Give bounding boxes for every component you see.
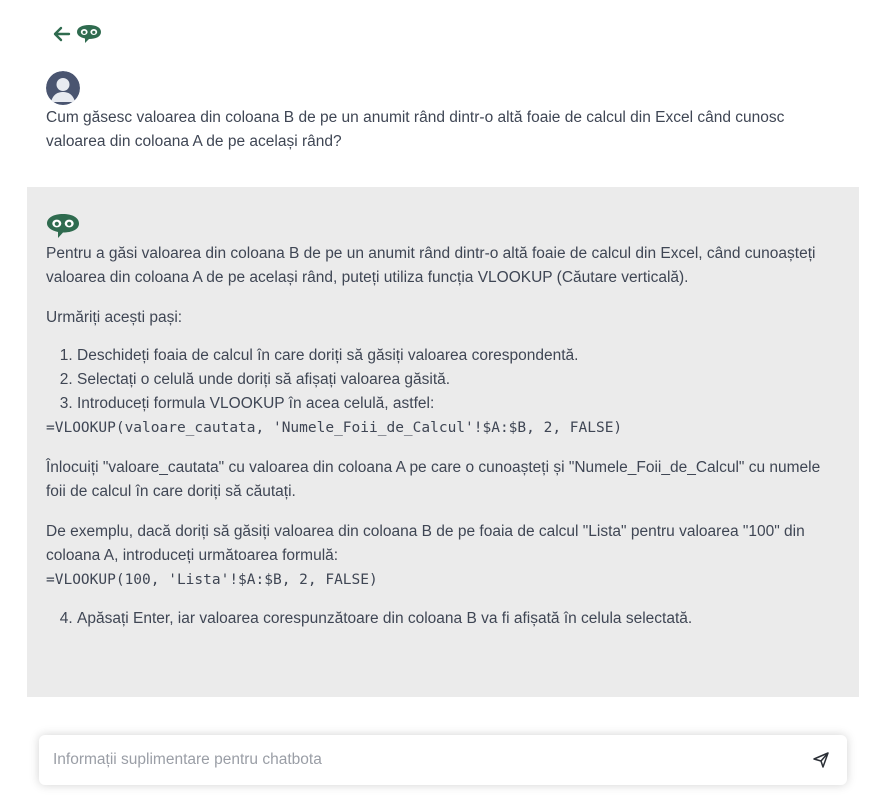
- formula-code-1: =VLOOKUP(valoare_cautata, 'Numele_Foii_de_Calcul'!$A:$B, 2, FALSE): [46, 420, 623, 436]
- chatbot-logo-icon[interactable]: [76, 23, 102, 45]
- user-message-text: Cum găsesc valoarea din coloana B de pe un anumit rând dintr-o altă foaie de calcul din Excel când cunosc valoarea din coloana A de pe același rând?: [46, 109, 785, 150]
- composer: [39, 735, 847, 785]
- list-item: 4. Apăsați Enter, iar valoarea corespunzătoare din coloana B va fi afișată în celula selectată.: [77, 607, 836, 631]
- bot-intro-text: Pentru a găsi valoarea din coloana B de pe un anumit rând dintr-o altă foaie de calcul din Excel, când cunoașteți valoarea din coloana A de pe același rând, puteți utiliza funcția VLOOKUP (Căutare verticală).: [46, 245, 816, 286]
- formula-code-2: =VLOOKUP(100, 'Lista'!$A:$B, 2, FALSE): [46, 572, 378, 588]
- list-item: 1. Deschideți foaia de calcul în care doriți să găsiți valoarea corespondentă.: [77, 344, 836, 368]
- user-avatar-icon: [46, 71, 80, 105]
- send-icon[interactable]: [809, 748, 833, 772]
- user-message-block: [46, 71, 846, 170]
- chat-input[interactable]: [39, 735, 809, 785]
- arrow-left-icon[interactable]: [52, 23, 72, 45]
- bot-replace-text: Înlocuiți "valoare_cautata" cu valoarea din coloana A pe care o cunoașteți și "Numele_Foii_de_Calcul" cu numele foii de calcul în care doriți să căutați.: [46, 459, 821, 500]
- list-item: 2. Selectați o celulă unde doriți să afișați valoarea găsită.: [77, 368, 836, 392]
- bot-response-block: [27, 187, 859, 697]
- chatbot-logo-icon: [46, 213, 80, 239]
- list-item: 3. Introduceți formula VLOOKUP în acea celulă, astfel:: [77, 392, 836, 416]
- top-bar: [52, 22, 102, 46]
- bot-steps-heading: Urmăriți acești pași:: [46, 309, 183, 326]
- bot-final-step-list: [46, 607, 836, 631]
- bot-steps-list: [46, 344, 836, 416]
- bot-example-text: De exemplu, dacă doriți să găsiți valoarea din coloana B de pe foaia de calcul "Lista" pentru valoarea "100" din coloana A, introduceți următoarea formulă:: [46, 523, 805, 564]
